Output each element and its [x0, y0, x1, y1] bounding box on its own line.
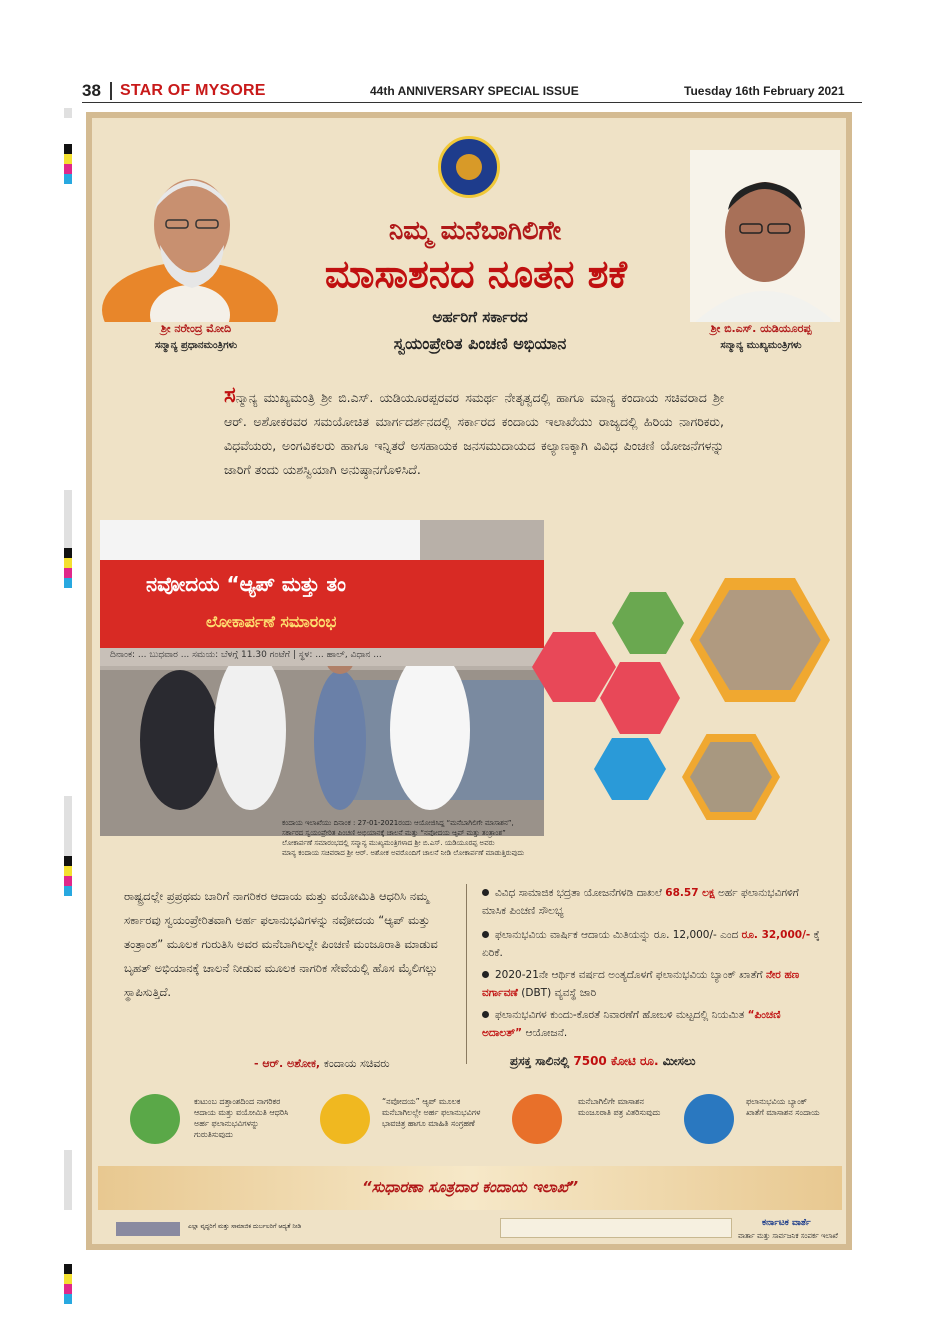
people-icon — [130, 1094, 180, 1144]
bullet-dot — [482, 889, 489, 896]
bullet-highlight: “ಪಿಂಚಣಿ ಅದಾಲತ್” — [482, 1009, 781, 1039]
left-person-name: ಶ್ರೀ ನರೇಂದ್ರ ಮೋದಿ — [160, 322, 232, 335]
bullet-text: (DBT) ವ್ಯವಸ್ಥೆ ಜಾರಿ — [521, 987, 597, 999]
quote-author-title: ಕಂದಾಯ ಸಚಿವರು — [323, 1057, 390, 1070]
bullet-item — [482, 1006, 822, 1042]
icon-caption-1: ಕುಟುಂಬ ದತ್ತಾಂಶದಿಂದ ನಾಗರಿಕರ ಆದಾಯ ಮತ್ತು ವಯೋಮಿತಿ ಆಧರಿಸಿ ಅರ್ಹ ಫಲಾನುಭವಿಗಳನ್ನು ಗುರುತಿಸುವುದು — [194, 1097, 289, 1139]
budget-allocation — [510, 1054, 696, 1069]
column-divider — [466, 884, 467, 1064]
bullet-text: ಕ್ಕೆ ಏರಿಕೆ. — [482, 929, 820, 959]
issue-label: 44th ANNIVERSARY SPECIAL ISSUE — [370, 84, 579, 98]
quote-author-name: - ಆರ್. ಅಶೋಕ, — [254, 1057, 321, 1070]
banner-subtitle: ಲೋಕಾರ್ಪಣೆ ಸಮಾರಂಭ — [206, 612, 337, 631]
right-person-title: ಸನ್ಮಾನ್ಯ ಮುಖ್ಯಮಂತ್ರಿಗಳು — [720, 340, 802, 351]
bullet-item — [482, 884, 822, 920]
bullet-highlight: ರೂ. 32,000/- — [741, 929, 811, 941]
banner-title: ನವೋದಯ “ಆ್ಯಪ್ ಮತ್ತು ತಂ — [146, 572, 347, 596]
banner-top-band — [100, 520, 420, 564]
mobile-app-icon — [320, 1094, 370, 1144]
bullet-text: 2020-21ನೇ ಆರ್ಥಿಕ ವರ್ಷದ ಅಂತ್ಯದೊಳಗೆ ಫಲಾನುಭವಿಯ ಬ್ಯಾಂಕ್ ಖಾತೆಗೆ — [495, 969, 763, 981]
yediyurappa-portrait — [690, 150, 840, 322]
caption-line-2: ಸರ್ಕಾರದ ಸ್ವಯಂಪ್ರೇರಿತ ಪಿಂಚಣಿ ಅಭಿಯಾನಕ್ಕೆ ಚಾಲನೆ ಮತ್ತು “ನವೋದಯ ಆ್ಯಪ್ ಮತ್ತು ತಂತ್ರಾಂಶ” — [282, 829, 506, 837]
subheadline-line1: ಅರ್ಹರಿಗೆ ಸರ್ಕಾರದ — [432, 308, 528, 326]
intro-paragraph — [224, 384, 724, 482]
headline-line1: ನಿಮ್ಮ ಮನೆಬಾಗಿಲಿಗೇ — [388, 216, 562, 246]
subheadline-line2: ಸ್ವಯಂಪ್ರೇರಿತ ಪಿಂಚಣಿ ಅಭಿಯಾನ — [393, 334, 567, 353]
bullet-text: ಅರ್ಹ ಫಲಾನುಭವಿಗಳಿಗೆ ಮಾಸಿಕ ಪಿಂಚಣಿ ಸೌಲಭ್ಯ — [482, 887, 799, 917]
caption-line-1: ಕಂದಾಯ ಇಲಾಖೆಯು ದಿನಾಂಕ : 27-01-2021ರಂದು ಆಯೋಜಿಸಿದ್ದ “ಮನೆಬಾಗಿಲಿಗೇ ಮಾಸಾಶನ”, — [282, 819, 514, 827]
headline-line2: ಮಾಸಾಶನದ ನೂತನ ಶಕೆ — [324, 252, 628, 296]
bullet-text: ಫಲಾನುಭವಿಯ ವಾರ್ಷಿಕ ಆದಾಯ ಮಿತಿಯನ್ನು ರೂ. 12,000/- ಎಂದ — [495, 929, 739, 941]
document-icon — [512, 1094, 562, 1144]
covid-guidelines-strip — [500, 1218, 732, 1238]
bullet-dot — [482, 971, 489, 978]
drop-cap: ಸ — [224, 383, 236, 408]
slogan: “ಸುಧಾರಣಾ ಸೂತ್ರದಾರ ಕಂದಾಯ ಇಲಾಖೆ” — [361, 1178, 579, 1196]
caption-line-4: ಮಾನ್ಯ ಕಂದಾಯ ಸಚಿವರಾದ ಶ್ರೀ ಆರ್. ಅಶೋಕ ಅವರೊಂದಿಗೆ ಚಾಲನೆ ನೀಡಿ ಲೋಕಾರ್ಪಣೆ ಮಾಡುತ್ತಿರುವುದು — [282, 849, 525, 857]
intro-text: ನ್ಮಾನ್ಯ ಮುಖ್ಯಮಂತ್ರಿ ಶ್ರೀ ಬಿ.ಎಸ್. ಯಡಿಯೂರಪ್ಪರವರ ಸಮರ್ಥ ನೇತೃತ್ವದಲ್ಲಿ ಹಾಗೂ ಮಾನ್ಯ ಕಂದಾಯ ಸಚಿವರಾದ ಶ್ರೀ ಆರ್. ಅಶೋಕರವರ ಸಮಯೋಚಿತ ಮಾರ್ಗದರ್ಶನದಲ್ಲಿ ಸರ್ಕಾರದ ಕಂದಾಯ ಇಲಾಖೆಯು ರಾಜ್ಯದಲ್ಲಿ ಹಿರಿಯ ನಾಗರಿಕರು, ವಿಧವೆಯರು, ಅಂಗವಿಕಲರು ಹಾಗೂ ಇನ್ನಿತರೆ ಅಸಹಾಯಕ ಜನಸಮುದಾಯದ ಕಲ್ಯಾಣಕ್ಕಾಗಿ ವಿವಿಧ ಪಿಂಚಣಿ ಯೋಜನೆಗಳನ್ನು ಜಾರಿಗೆ ತಂದು ಯಶಸ್ವಿಯಾಗಿ ಅನುಷ್ಠಾನಗೊಳಿಸಿದೆ. — [224, 390, 724, 477]
bullet-highlight: ನೇರ ಹಣ ವರ್ಗಾವಣೆ — [482, 969, 800, 999]
budget-text: ಪ್ರಸಕ್ತ ಸಾಲಿನಲ್ಲಿ — [510, 1054, 570, 1068]
budget-amount: 7500 ಕೋಟಿ ರೂ. — [573, 1054, 659, 1068]
masthead: STAR OF MYSORE — [120, 82, 266, 99]
bullet-item — [482, 966, 822, 1002]
icon-caption-3: ಮನೆಬಾಗಿಲಿಗೇ ಮಾಸಾಶನ ಮಂಜೂರಾತಿ ಪತ್ರ ವಿತರಿಸುವುದು — [578, 1097, 661, 1117]
bullet-text: ವಿವಿಧ ಸಾಮಾಜಿಕ ಭದ್ರತಾ ಯೋಜನೆಗಳಡಿ ದಾಖಲೆ — [495, 887, 662, 899]
right-person-name: ಶ್ರೀ ಬಿ.ಎಸ್. ಯಡಿಯೂರಪ್ಪ — [710, 322, 812, 335]
publisher-department: ವಾರ್ತಾ ಮತ್ತು ಸಾರ್ವಜನಿಕ ಸಂಪರ್ಕ ಇಲಾಖೆ — [738, 1232, 838, 1240]
footer-note: ಎಲ್ಲಾ ವೃದ್ಧರಿಗೆ ಮತ್ತು ಸಾಮಾಜಿಕ ದುರ್ಬಲರಿಗೆ ಆದ್ಯತೆ ನೀಡಿ — [188, 1223, 302, 1230]
bullet-dot — [482, 931, 489, 938]
modi-portrait — [100, 150, 280, 322]
icon-caption-2: “ನವೋದಯ” ಆ್ಯಪ್ ಮೂಲಕ ಮನೆಬಾಗಿಲಲ್ಲೇ ಅರ್ಹ ಫಲಾನುಭವಿಗಳ ಭಾವಚಿತ್ರ ಹಾಗೂ ಮಾಹಿತಿ ಸಂಗ್ರಹಣೆ — [382, 1097, 481, 1128]
bullet-item — [482, 926, 822, 962]
photo-caption — [282, 818, 682, 858]
header-divider — [110, 82, 112, 100]
caption-line-3: ಲೋಕಾರ್ಪಣೆ ಸಮಾರಂಭದಲ್ಲಿ ಸನ್ಮಾನ್ಯ ಮುಖ್ಯಮಂತ್ರಿಗಳಾದ ಶ್ರೀ ಬಿ.ಎಸ್. ಯಡಿಯೂರಪ್ಪ ಅವರು — [282, 839, 495, 847]
page-number: 38 — [82, 81, 101, 100]
publisher-brand: ಕರ್ನಾಟಕ ವಾರ್ತೆ — [762, 1218, 811, 1228]
banner-info-text: ದಿನಾಂಕ: ... ಬುಧವಾರ ... ಸಮಯ: ಬೆಳಗ್ಗೆ 11.30 ಗಂಟೆಗೆ | ಸ್ಥಳ: ... ಹಾಲ್, ವಿಧಾನ ... — [110, 650, 382, 660]
bullet-text: ಆಯೋಜನೆ. — [525, 1027, 568, 1039]
issue-date: Tuesday 16th February 2021 — [684, 84, 845, 98]
bank-icon — [684, 1094, 734, 1144]
left-person-title: ಸನ್ಮಾನ್ಯ ಪ್ರಧಾನಮಂತ್ರಿಗಳು — [154, 340, 238, 351]
emblem-crest — [456, 154, 482, 180]
quote-author — [254, 1057, 390, 1071]
budget-text: ಮೀಸಲು — [662, 1054, 696, 1068]
bullet-text: ಫಲಾನುಭವಿಗಳ ಕುಂದು-ಕೊರತೆ ನಿವಾರಣೆಗೆ ಹೋಬಳಿ ಮಟ್ಟದಲ್ಲಿ ನಿಯಮಿತ — [495, 1009, 745, 1021]
vidhana-soudha-icon — [116, 1222, 180, 1236]
bullet-dot — [482, 1011, 489, 1018]
minister-quote: ರಾಷ್ಟ್ರದಲ್ಲೇ ಪ್ರಪ್ರಥಮ ಬಾರಿಗೆ ನಾಗರಿಕರ ಆದಾಯ ಮತ್ತು ವಯೋಮಿತಿ ಆಧರಿಸಿ ನಮ್ಮ ಸರ್ಕಾರವು ಸ್ವಯಂಪ್ರೇರಿತವಾಗಿ ಅರ್ಹ ಫಲಾನುಭವಿಗಳನ್ನು ನವೋದಯ “ಆ್ಯಪ್ ಮತ್ತು ತಂತ್ರಾಂಶ” ಮೂಲಕ ಗುರುತಿಸಿ ಅವರ ಮನೆಬಾಗಿಲಲ್ಲೇ ಪಿಂಚಣಿ ಮಂಜೂರಾತಿ ಮಾಡುವ ಬೃಹತ್ ಅಭಿಯಾನಕ್ಕೆ ಚಾಲನೆ ನೀಡುವ ಮೂಲಕ ನಾಗರಿಕ ಸೇವೆಯಲ್ಲಿ ಹೊಸ ಮೈಲಿಗಲ್ಲು ಸ್ಥಾಪಿಸುತ್ತಿದೆ. — [124, 889, 438, 999]
bullet-highlight: 68.57 ಲಕ್ಷ — [665, 887, 715, 899]
icon-caption-4: ಫಲಾನುಭವಿಯ ಬ್ಯಾಂಕ್ ಖಾತೆಗೆ ಮಾಸಾಶನ ಸಂದಾಯ — [746, 1097, 820, 1117]
